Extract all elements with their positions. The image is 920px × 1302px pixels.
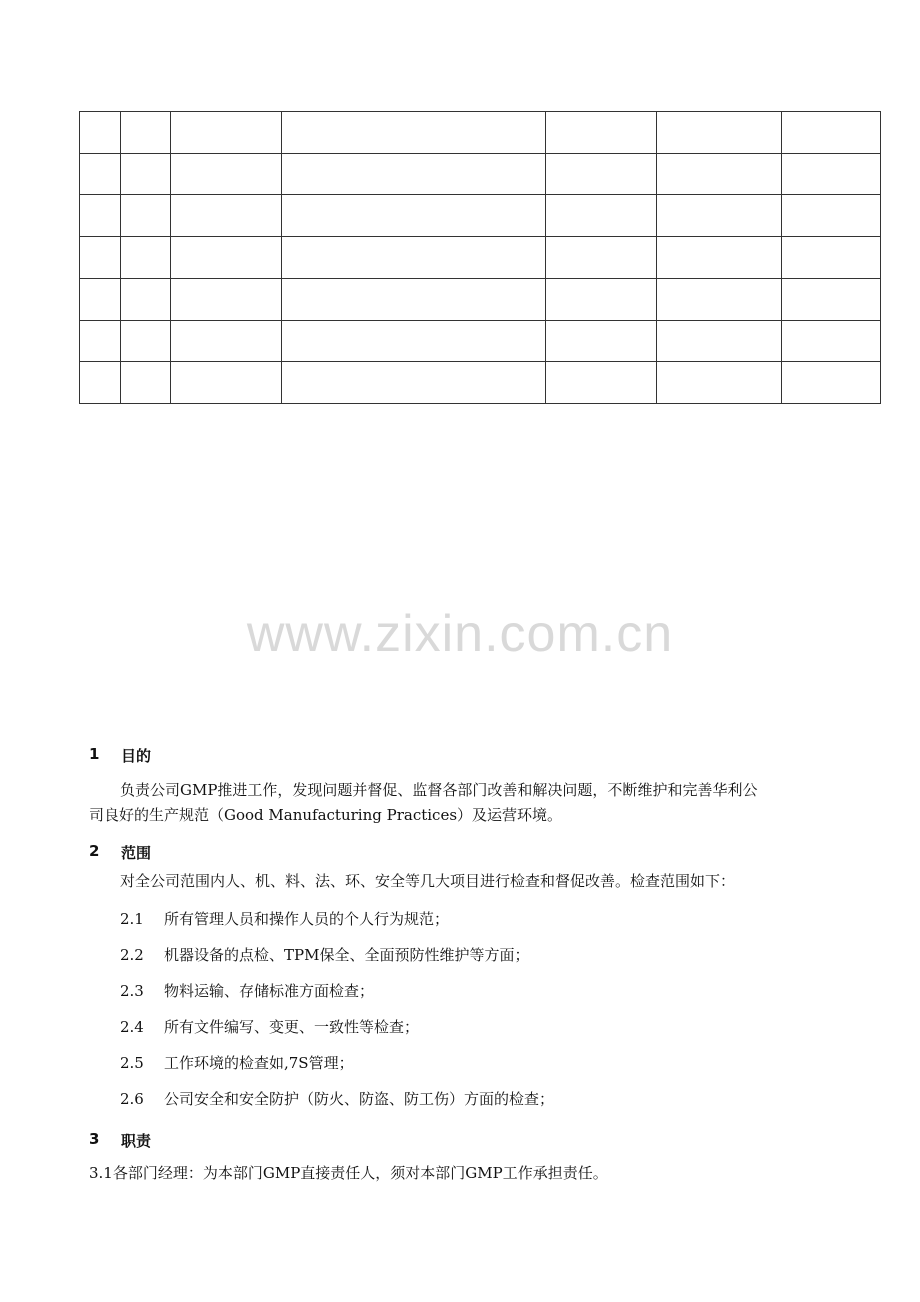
section-number: 3: [89, 1130, 100, 1148]
table-cell: [546, 362, 657, 404]
table-cell: [546, 320, 657, 362]
table-row: [80, 237, 881, 279]
section-title: 职责: [121, 1132, 152, 1150]
table-cell: [782, 195, 881, 237]
table-cell: [80, 237, 121, 279]
table-cell: [657, 320, 782, 362]
table-cell: [546, 278, 657, 320]
table-cell: [657, 153, 782, 195]
table-cell: [282, 153, 546, 195]
table-cell: [282, 195, 546, 237]
table-cell: [80, 320, 121, 362]
scope-item: 2.4 所有文件编写、变更、一致性等检查；: [120, 1018, 420, 1036]
table-cell: [80, 195, 121, 237]
responsibility-line-1: 3.1各部门经理：为本部门GMP直接责任人，须对本部门GMP工作承担责任。: [89, 1164, 608, 1182]
table-cell: [282, 362, 546, 404]
table-row: [80, 362, 881, 404]
table-cell: [282, 278, 546, 320]
scope-item: 2.1 所有管理人员和操作人员的个人行为规范；: [120, 910, 450, 928]
table-cell: [121, 362, 171, 404]
table-cell: [282, 112, 546, 154]
table-row: [80, 153, 881, 195]
scope-intro: 对全公司范围内人、机、料、法、环、安全等几大项目进行检查和督促改善。检查范围如下：: [120, 872, 736, 890]
table-cell: [546, 153, 657, 195]
table-cell: [171, 112, 282, 154]
revision-table-body: [80, 112, 881, 404]
table-cell: [121, 112, 171, 154]
section-title: 范围: [121, 844, 152, 862]
table-cell: [121, 320, 171, 362]
table-cell: [121, 278, 171, 320]
watermark: www.zixin.com.cn: [246, 605, 674, 663]
table-row: [80, 112, 881, 154]
table-cell: [657, 362, 782, 404]
table-cell: [546, 112, 657, 154]
table-cell: [80, 153, 121, 195]
table-row: [80, 278, 881, 320]
scope-item: 2.6 公司安全和安全防护（防火、防盗、防工伤）方面的检查；: [120, 1090, 555, 1108]
table-cell: [171, 237, 282, 279]
table-cell: [121, 237, 171, 279]
scope-item: 2.5 工作环境的检查如,7S管理；: [120, 1054, 354, 1072]
table-cell: [546, 237, 657, 279]
scope-item: 2.2 机器设备的点检、TPM保全、全面预防性维护等方面；: [120, 946, 530, 964]
table-cell: [80, 278, 121, 320]
table-cell: [121, 195, 171, 237]
table-cell: [282, 320, 546, 362]
table-cell: [782, 320, 881, 362]
table-cell: [657, 237, 782, 279]
section-number: 2: [89, 842, 100, 860]
table-cell: [782, 362, 881, 404]
revision-table: [79, 111, 881, 404]
table-cell: [657, 278, 782, 320]
table-cell: [546, 195, 657, 237]
table-cell: [80, 362, 121, 404]
scope-item: 2.3 物料运输、存储标准方面检查；: [120, 982, 375, 1000]
section-title: 目的: [121, 747, 152, 765]
table-cell: [171, 320, 282, 362]
table-cell: [782, 112, 881, 154]
purpose-line-1: 负责公司GMP推进工作，发现问题并督促、监督各部门改善和解决问题，不断维护和完善华利公: [120, 781, 758, 799]
table-cell: [657, 112, 782, 154]
table-cell: [282, 237, 546, 279]
table-row: [80, 320, 881, 362]
table-cell: [171, 362, 282, 404]
table-cell: [121, 153, 171, 195]
purpose-line-2: 司良好的生产规范（Good Manufacturing Practices）及运营环境。: [89, 806, 563, 824]
table-cell: [80, 112, 121, 154]
section-number: 1: [89, 745, 100, 763]
table-row: [80, 195, 881, 237]
table-cell: [657, 195, 782, 237]
table-cell: [171, 153, 282, 195]
table-cell: [782, 278, 881, 320]
table-cell: [782, 237, 881, 279]
table-cell: [171, 195, 282, 237]
table-cell: [782, 153, 881, 195]
table-cell: [171, 278, 282, 320]
